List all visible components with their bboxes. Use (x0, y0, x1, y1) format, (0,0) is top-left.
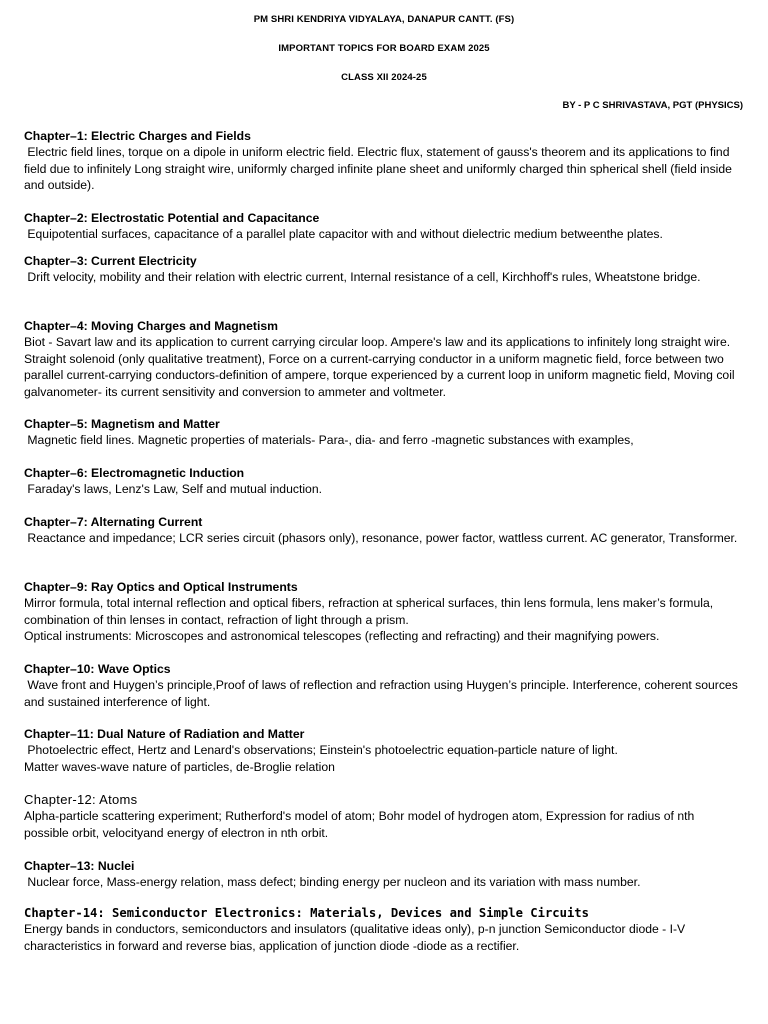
chapter-topics: Wave front and Huygen’s principle,Proof of laws of reflection and refraction using Huygen’s principle. Interference, coherent sources and sustained interference of light. (24, 678, 742, 709)
chapter-section (24, 514, 740, 547)
chapter-section (24, 858, 740, 891)
chapter-topics: Alpha-particle scattering experiment; Rutherford's model of atom; Bohr model of hydrogen atom, Expression for radius of nth possible orbit, velocityand energy of electron in nth orbit. (24, 809, 698, 840)
class-label: CLASS XII 2024-25 (341, 72, 427, 83)
chapter-section (24, 726, 740, 775)
chapter-section (24, 905, 740, 954)
chapter-title: Chapter–9: Ray Optics and Optical Instruments (24, 580, 298, 594)
chapter-topics: Biot - Savart law and its application to current carrying circular loop. Ampere's law and its applications to infinitely long straight wire. Straight solenoid (only qualitative treatment), Force on a current-carrying conductor in a uniform magnetic field, force between two parallel current-carrying conductors-definition of ampere, torque experienced by a current loop in uniform magnetic field, Moving coil galvanometer- its current sensitivity and conversion to ammeter and voltmeter. (24, 335, 739, 399)
chapter-section (24, 661, 740, 710)
chapter-title: Chapter-12: Atoms (24, 792, 138, 807)
chapter-topics: Nuclear force, Mass-energy relation, mass defect; binding energy per nucleon and its variation with mass number. (24, 875, 641, 889)
chapter-topics: Magnetic field lines. Magnetic properties of materials- Para-, dia- and ferro -magnetic substances with examples, (24, 433, 634, 447)
chapter-section (24, 416, 740, 449)
chapter-title: Chapter–13: Nuclei (24, 859, 135, 873)
chapter-topics: Mirror formula, total internal reflection and optical fibers, refraction at spherical surfaces, thin lens formula, lens maker’s formula, combination of thin lenses in contact, refraction of light through a prism. Optical instruments: Microscopes and astronomical telescopes (reflecting and refracting) and their magnifying powers. (24, 596, 714, 643)
chapter-section (24, 253, 740, 286)
chapter-section (24, 792, 740, 841)
chapter-title: Chapter–4: Moving Charges and Magnetism (24, 319, 278, 333)
chapter-section (24, 579, 740, 645)
chapter-section (24, 128, 740, 194)
author-line: BY - P C SHRIVASTAVA, PGT (PHYSICS) (562, 100, 743, 111)
chapter-title: Chapter-14: Semiconductor Electronics: Materials, Devices and Simple Circuits (24, 906, 589, 920)
chapter-section (24, 465, 740, 498)
chapter-topics: Faraday's laws, Lenz's Law, Self and mutual induction. (24, 482, 322, 496)
chapter-topics: Photoelectric effect, Hertz and Lenard's observations; Einstein's photoelectric equation-particle nature of light. Matter waves-wave nature of particles, de-Broglie relation (24, 743, 618, 774)
chapter-title: Chapter–7: Alternating Current (24, 515, 203, 529)
chapter-title: Chapter–5: Magnetism and Matter (24, 417, 220, 431)
chapter-title: Chapter–10: Wave Optics (24, 662, 171, 676)
chapter-title: Chapter–11: Dual Nature of Radiation and Matter (24, 727, 305, 741)
chapter-topics: Drift velocity, mobility and their relation with electric current, Internal resistance of a cell, Kirchhoff's rules, Wheatstone bridge. (24, 270, 701, 284)
school-name: PM SHRI KENDRIYA VIDYALAYA, DANAPUR CANTT. (FS) (253, 14, 515, 25)
chapter-section (24, 318, 740, 400)
chapter-title: Chapter–3: Current Electricity (24, 254, 197, 268)
chapter-topics: Electric field lines, torque on a dipole in uniform electric field. Electric flux, statement of gauss's theorem and its applications to find field due to infinitely Long straight wire, uniformly charged infinite plane sheet and uniformly charged thin spherical shell (field inside and outside). (24, 145, 736, 192)
chapter-topics: Energy bands in conductors, semiconductors and insulators (qualitative ideas only), p-n junction Semiconductor diode - I-V characteristics in forward and reverse bias, application of junction diode -diode as a rectifier. (24, 922, 689, 953)
chapter-section (24, 210, 740, 243)
document-title: IMPORTANT TOPICS FOR BOARD EXAM 2025 (278, 43, 490, 54)
chapter-title: Chapter–2: Electrostatic Potential and Capacitance (24, 211, 320, 225)
chapter-title: Chapter–6: Electromagnetic Induction (24, 466, 245, 480)
chapter-title: Chapter–1: Electric Charges and Fields (24, 129, 251, 143)
chapter-topics: Equipotential surfaces, capacitance of a parallel plate capacitor with and without dielectric medium betweenthe plates. (24, 227, 663, 241)
chapter-topics: Reactance and impedance; LCR series circuit (phasors only), resonance, power factor, wattless current. AC generator, Transformer. (24, 531, 738, 545)
